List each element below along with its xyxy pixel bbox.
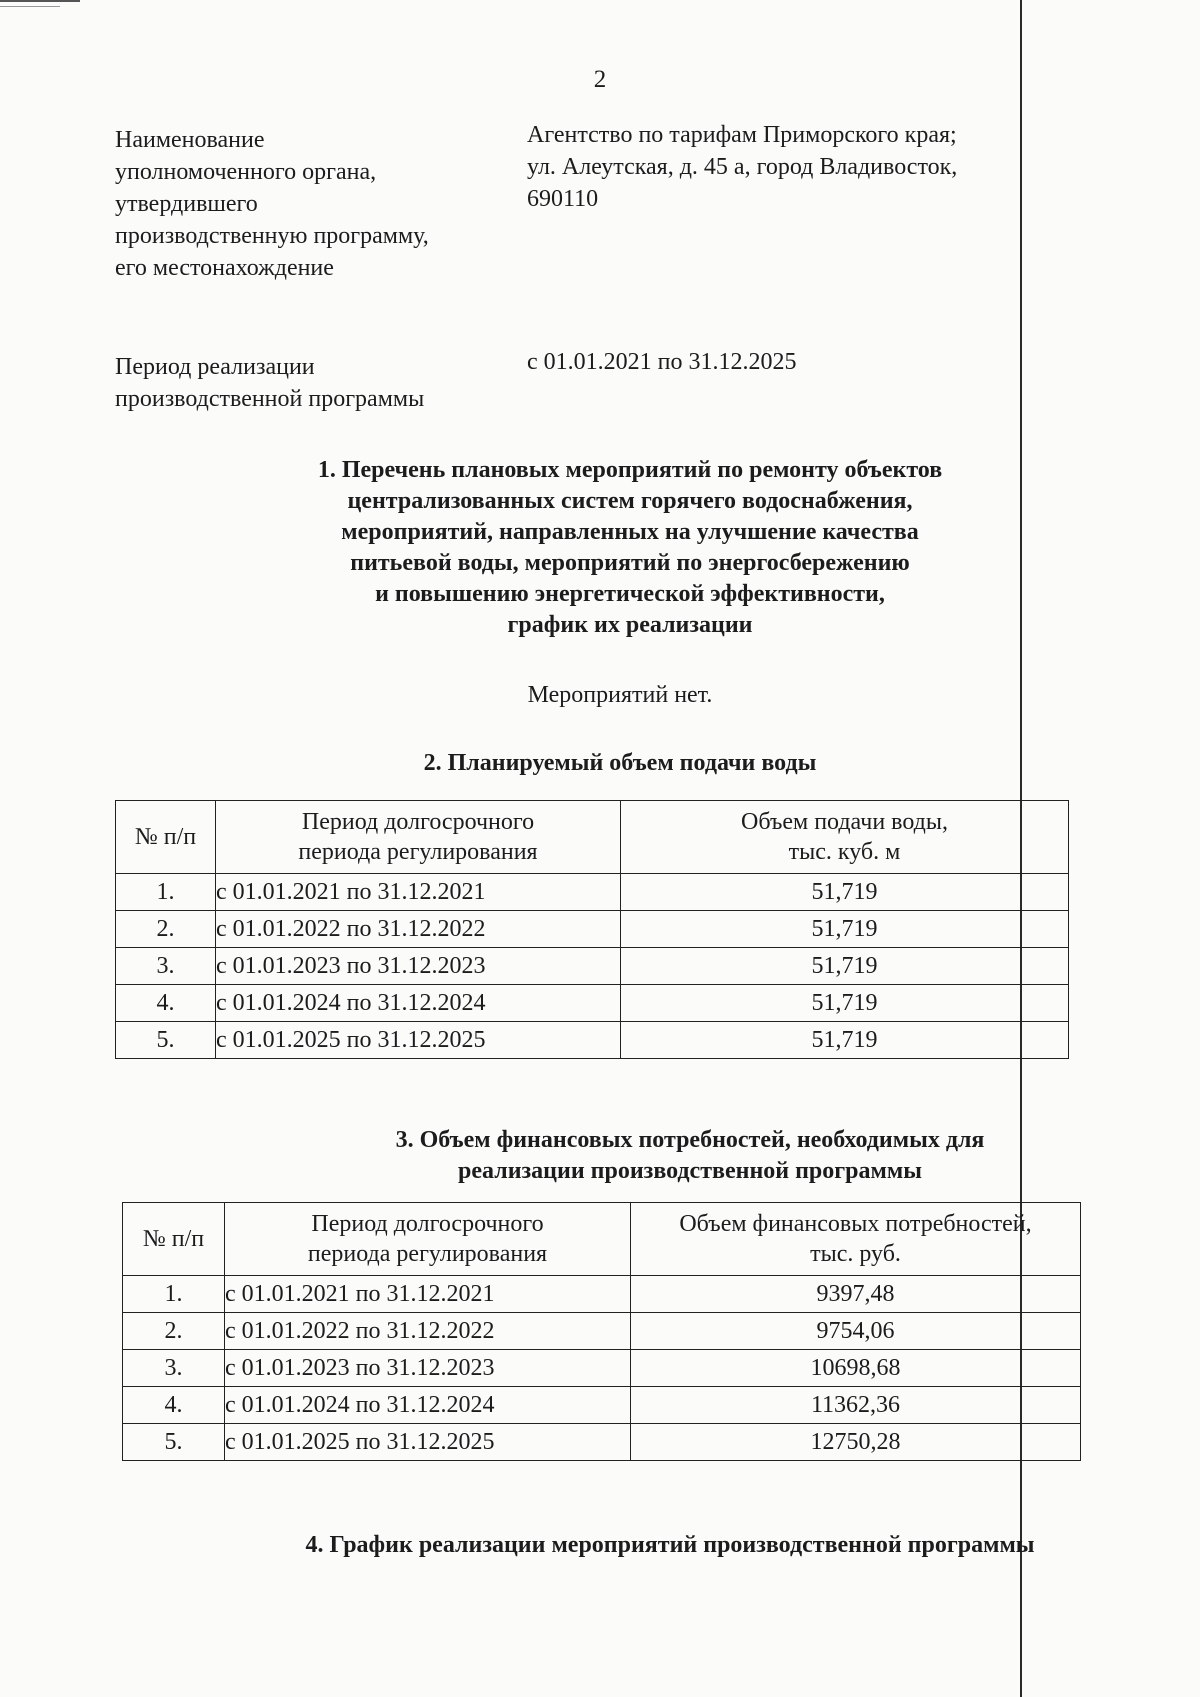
table-row — [123, 1424, 1081, 1461]
row-num: 1. — [116, 874, 216, 911]
table-row — [116, 874, 1069, 911]
row-value: 51,719 — [621, 985, 1069, 1022]
row-period: с 01.01.2024 по 31.12.2024 — [216, 985, 621, 1022]
row-period: с 01.01.2025 по 31.12.2025 — [225, 1424, 631, 1461]
header-value-line2: тыс. куб. м — [788, 839, 901, 865]
row-value: 51,719 — [621, 1022, 1069, 1059]
section-3-title: 3. Объем финансовых потребностей, необходимых для реализации производственной программы — [395, 1127, 985, 1184]
row-value: 11362,36 — [631, 1387, 1081, 1424]
row-num: 4. — [116, 985, 216, 1022]
row-period: с 01.01.2025 по 31.12.2025 — [216, 1022, 621, 1059]
authority-value: Агентство по тарифам Приморского края; ул. Алеутская, д. 45 а, город Владивосток, 690110 — [527, 122, 958, 212]
row-num: 2. — [123, 1313, 225, 1350]
row-period: с 01.01.2021 по 31.12.2021 — [225, 1276, 631, 1313]
row-value: 9754,06 — [631, 1313, 1081, 1350]
table-row — [116, 1022, 1069, 1059]
row-period: с 01.01.2022 по 31.12.2022 — [216, 911, 621, 948]
row-value: 51,719 — [621, 911, 1069, 948]
section-1-note: Мероприятий нет. — [527, 682, 713, 708]
header-num: № п/п — [123, 1203, 225, 1276]
scan-artifact — [0, 0, 80, 2]
row-period: с 01.01.2021 по 31.12.2021 — [216, 874, 621, 911]
row-value: 12750,28 — [631, 1424, 1081, 1461]
row-num: 2. — [116, 911, 216, 948]
table-header-row — [123, 1203, 1081, 1276]
page-number: 2 — [593, 66, 607, 93]
section-1-title: 1. Перечень плановых мероприятий по ремонту объектов централизованных систем горячего водоснабжения, мероприятий, направленных на улучшение качества питьевой воды, мероприятий по энергосбережению и повышению энергетической эффективности, график их реализации — [317, 457, 943, 638]
row-period: с 01.01.2024 по 31.12.2024 — [225, 1387, 631, 1424]
header-value — [621, 801, 1069, 874]
table-header-row — [116, 801, 1069, 874]
row-num: 4. — [123, 1387, 225, 1424]
row-num: 3. — [116, 948, 216, 985]
table-row — [116, 911, 1069, 948]
table-row — [123, 1350, 1081, 1387]
period-value: с 01.01.2021 по 31.12.2025 — [527, 349, 797, 375]
header-value-line1: Объем подачи воды, — [741, 809, 948, 835]
scan-artifact — [0, 6, 60, 7]
header-value — [631, 1203, 1081, 1276]
section-2-title: 2. Планируемый объем подачи воды — [423, 750, 817, 776]
header-value-line2: тыс. руб. — [810, 1241, 901, 1267]
table-row — [123, 1387, 1081, 1424]
row-num: 1. — [123, 1276, 225, 1313]
header-period-line1: Период долгосрочного — [301, 809, 535, 835]
row-num: 5. — [123, 1424, 225, 1461]
row-value: 51,719 — [621, 948, 1069, 985]
table-row — [116, 985, 1069, 1022]
period-label: Период реализации производственной программы — [115, 354, 425, 412]
authority-label: Наименование уполномоченного органа, утвердившего производственную программу, его местонахождение — [115, 127, 429, 281]
table-row — [123, 1313, 1081, 1350]
row-value: 9397,48 — [631, 1276, 1081, 1313]
row-period: с 01.01.2023 по 31.12.2023 — [216, 948, 621, 985]
row-value: 51,719 — [621, 874, 1069, 911]
header-period-line2: периода регулирования — [298, 839, 538, 865]
header-value-line1: Объем финансовых потребностей, — [679, 1211, 1032, 1237]
row-period: с 01.01.2022 по 31.12.2022 — [225, 1313, 631, 1350]
header-period-line1: Период долгосрочного — [311, 1211, 544, 1237]
water-supply-table — [115, 800, 1069, 1059]
row-num: 5. — [116, 1022, 216, 1059]
financial-needs-table — [122, 1202, 1081, 1461]
header-period-line2: периода регулирования — [307, 1241, 548, 1267]
header-period — [216, 801, 621, 874]
header-period — [225, 1203, 631, 1276]
row-num: 3. — [123, 1350, 225, 1387]
section-4-title: 4. График реализации мероприятий производственной программы — [305, 1532, 1035, 1558]
table-row — [123, 1276, 1081, 1313]
table-row — [116, 948, 1069, 985]
row-period: с 01.01.2023 по 31.12.2023 — [225, 1350, 631, 1387]
row-value: 10698,68 — [631, 1350, 1081, 1387]
header-num: № п/п — [116, 801, 216, 874]
